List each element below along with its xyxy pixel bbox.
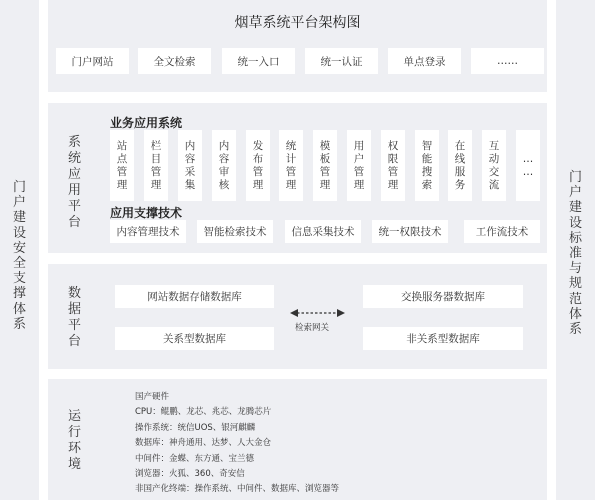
module-site-management: 站 点 管 理 <box>110 130 134 201</box>
left-char: 系 <box>12 316 26 332</box>
left-sidebar <box>0 0 39 500</box>
runtime-line: 数据库：神舟通用、达梦、人大金仓 <box>135 438 272 449</box>
right-sidebar-label <box>556 170 595 337</box>
label-char: 平 <box>68 199 82 214</box>
data-platform-panel <box>48 264 547 369</box>
support-workflow: 工作流技术 <box>464 220 540 243</box>
support-info-collection: 信息采集技术 <box>285 220 361 243</box>
right-char: 体 <box>568 306 582 322</box>
runtime-line: 非国产化终端：操作系统、中间件、数据库、浏览器等 <box>135 484 340 495</box>
runtime-line: 浏览器：火狐、360、奇安信 <box>135 469 245 480</box>
module-content-review: 内 容 审 核 <box>212 130 236 201</box>
label-char: 据 <box>68 302 82 317</box>
right-sidebar <box>556 0 595 500</box>
label-char: 数 <box>68 286 82 301</box>
page-title: 烟草系统平台架构图 <box>234 15 361 31</box>
fulltext-search-box: 全文检索 <box>138 48 211 74</box>
right-char: 与 <box>568 261 582 277</box>
left-sidebar-label <box>0 180 39 332</box>
module-column-management: 栏 目 管 理 <box>144 130 168 201</box>
label-char: 统 <box>68 151 82 166</box>
right-char: 范 <box>568 291 582 307</box>
left-char: 设 <box>12 225 26 241</box>
nonrelational-db-box: 非关系型数据库 <box>363 327 523 350</box>
label-char: 用 <box>68 183 82 198</box>
right-char: 建 <box>568 200 582 216</box>
label-char: 台 <box>68 334 82 349</box>
app-platform-panel <box>48 103 547 253</box>
unified-auth-box: 统一认证 <box>305 48 378 74</box>
runtime-line: 国产硬件 <box>135 392 170 402</box>
label-char: 环 <box>68 441 82 456</box>
left-char: 体 <box>12 301 26 317</box>
module-template-management: 模 板 管 理 <box>313 130 337 201</box>
module-interactive-exchange: 互 动 交 流 <box>482 130 506 201</box>
runtime-list <box>135 390 339 498</box>
left-char: 全 <box>12 256 26 272</box>
runtime-panel <box>48 379 547 500</box>
double-arrow-icon <box>290 308 345 318</box>
portal-site-box: 门户网站 <box>56 48 129 74</box>
label-char: 平 <box>68 318 82 333</box>
runtime-line: CPU：鲲鹏、龙芯、兆芯、龙腾芯片 <box>135 407 272 418</box>
search-gateway-label: 检索网关 <box>295 323 330 333</box>
label-char: 境 <box>68 457 82 472</box>
right-char: 系 <box>568 322 582 338</box>
right-char: 设 <box>568 215 582 231</box>
web-storage-db-box: 网站数据存储数据库 <box>115 285 274 308</box>
module-smart-search: 智 能 搜 索 <box>415 130 439 201</box>
exchange-server-db-box: 交换服务器数据库 <box>363 285 523 308</box>
right-char: 规 <box>568 276 582 292</box>
right-char: 户 <box>568 185 582 201</box>
app-platform-label <box>68 135 81 231</box>
label-char: 台 <box>68 215 82 230</box>
unified-entry-box: 统一入口 <box>222 48 295 74</box>
left-char: 户 <box>12 195 26 211</box>
module-user-management: 用 户 管 理 <box>347 130 371 201</box>
business-systems-title: 业务应用系统 <box>110 116 183 130</box>
runtime-label <box>68 409 81 473</box>
module-content-collection: 内 容 采 集 <box>178 130 202 201</box>
module-more: … … <box>516 130 540 201</box>
left-char: 撑 <box>12 286 26 302</box>
label-char: 应 <box>68 167 82 182</box>
single-signon-box: 单点登录 <box>388 48 461 74</box>
runtime-line: 中间件：金蝶、东方通、宝兰德 <box>135 453 255 464</box>
right-char: 准 <box>568 246 582 262</box>
runtime-line: 操作系统：统信UOS、银河麒麟 <box>135 422 256 433</box>
module-statistics-management: 统 计 管 理 <box>279 130 303 201</box>
left-char: 门 <box>12 180 26 195</box>
module-permission-management: 权 限 管 理 <box>381 130 405 201</box>
left-char: 建 <box>12 210 26 226</box>
support-content-mgmt: 内容管理技术 <box>110 220 186 243</box>
left-char: 安 <box>12 240 26 256</box>
right-char: 门 <box>568 170 582 185</box>
label-char: 运 <box>68 409 82 424</box>
module-online-service: 在 线 服 务 <box>448 130 472 201</box>
more-ellipsis-box: …… <box>471 48 544 74</box>
support-tech-title: 应用支撑技术 <box>110 206 183 220</box>
label-char: 行 <box>68 425 82 440</box>
data-platform-label <box>68 286 81 350</box>
support-smart-retrieval: 智能检索技术 <box>197 220 273 243</box>
left-char: 支 <box>12 271 26 287</box>
header-panel <box>48 0 547 92</box>
right-char: 标 <box>568 230 582 246</box>
module-publish-management: 发 布 管 理 <box>246 130 270 201</box>
label-char: 系 <box>68 135 82 150</box>
relational-db-box: 关系型数据库 <box>115 327 274 350</box>
support-unified-permission: 统一权限技术 <box>372 220 448 243</box>
